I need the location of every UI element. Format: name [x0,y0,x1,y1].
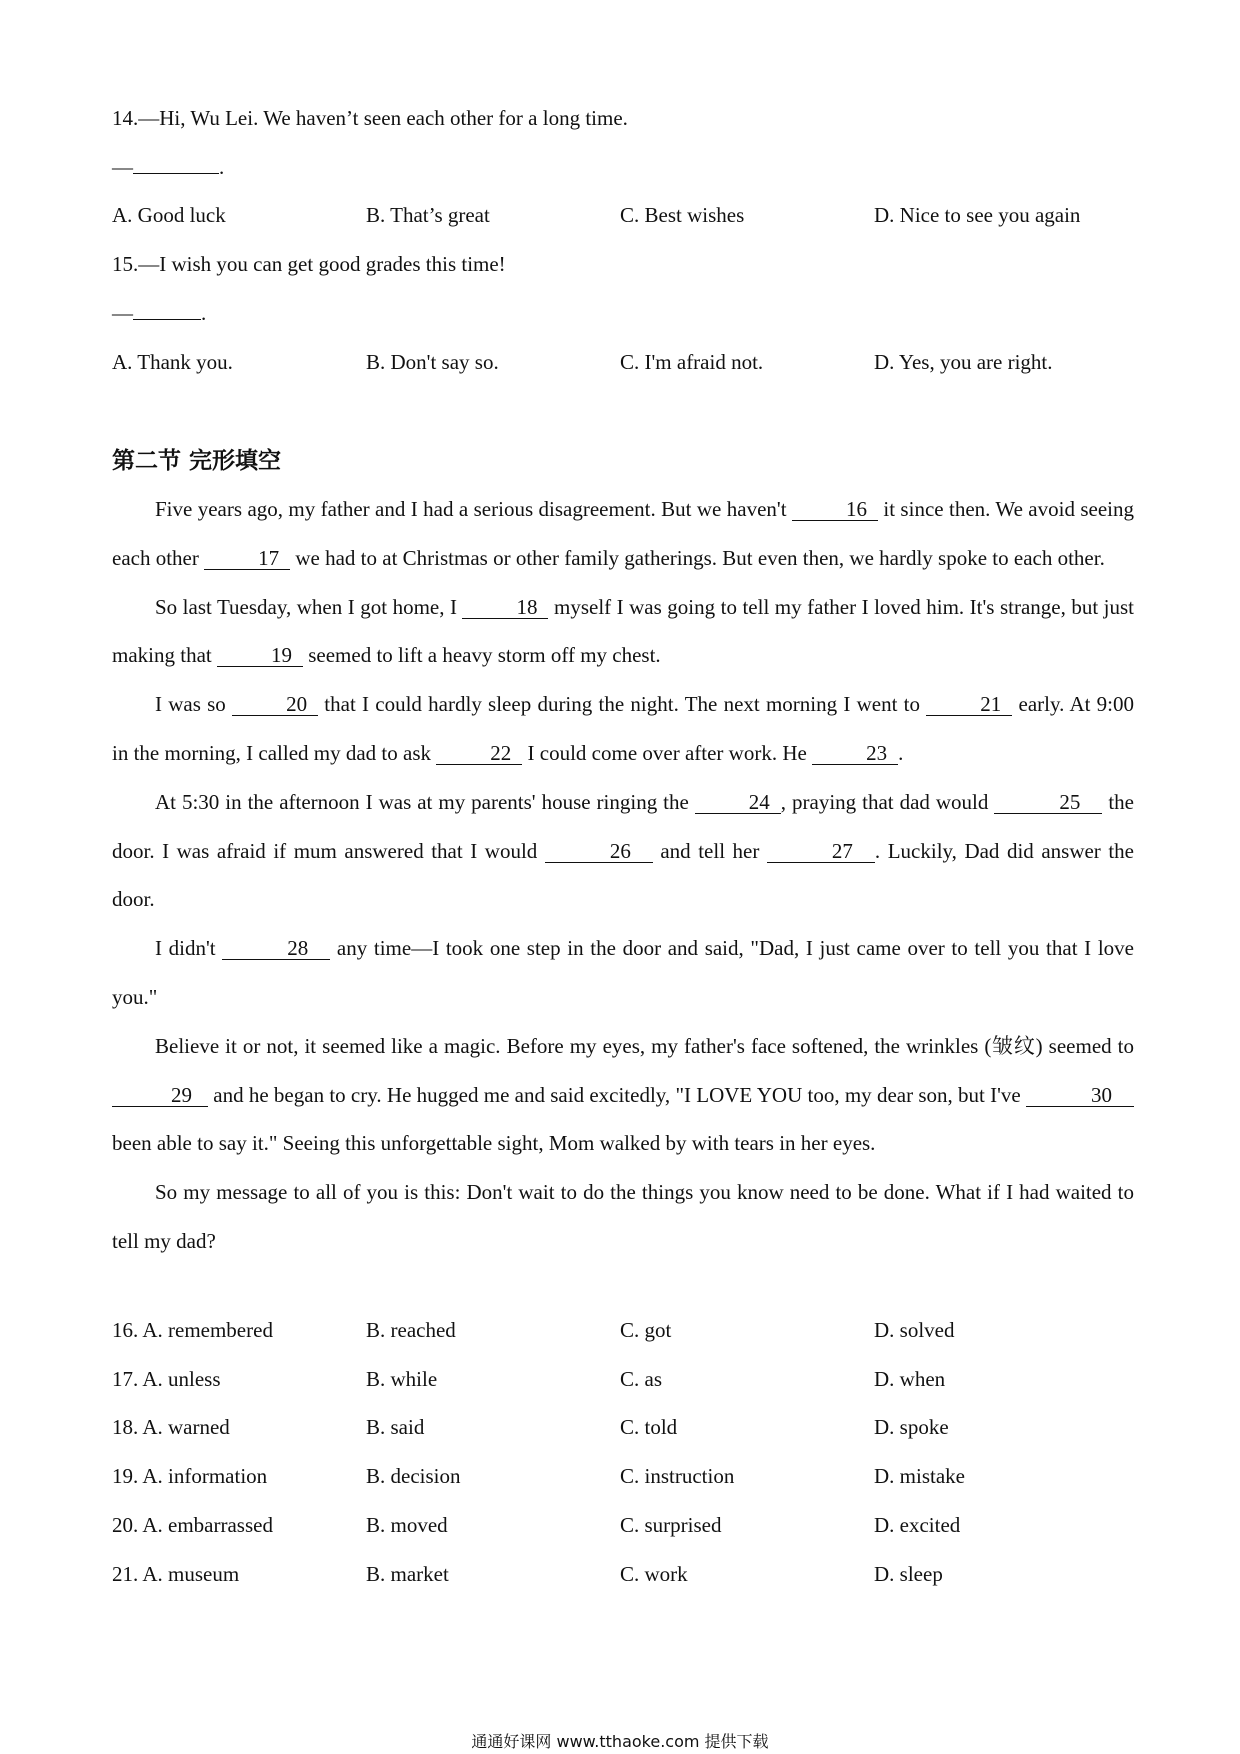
cloze-passage [112,485,1134,1266]
passage-paragraph: At 5:30 in the afternoon I was at my parents' house ringing the 24 , praying that dad would 25 the door. I was afraid if mum answered that I would 26 and tell her 27 . Luckily, Dad did answer the door. [112,789,1135,912]
option-d: D. excited [874,1513,961,1537]
question-14-reply [112,151,1132,183]
option-a: 18. A. warned [112,1415,230,1439]
passage-paragraph: I was so 20 that I could hardly sleep during the night. The next morning I went to 21 early. At 9:00 in the morning, I called my dad to ask 22 I could come over after work. He 23 . [112,692,1135,765]
blank-16: 16 [792,498,878,521]
reply-end: . [201,301,207,325]
option-d: D. when [874,1367,946,1391]
blank-17: 17 [204,547,290,570]
option-d: D. mistake [874,1464,965,1488]
blank-20: 20 [232,693,318,716]
choice-row-17 [112,1363,1132,1395]
option-b: B. said [366,1415,425,1439]
blank-23: 23 [812,742,898,765]
blank-25: 25 [994,791,1102,814]
blank-26: 26 [545,840,653,863]
option-a: 16. A. remembered [112,1318,273,1342]
answer-blank [133,297,201,320]
option-b: B. decision [366,1464,461,1488]
footer-source: 通通好课网 www.tthaoke.com 提供下载 [471,1732,769,1751]
option-a: 21. A. museum [112,1562,240,1586]
option-b: B. moved [366,1513,448,1537]
blank-27: 27 [767,840,875,863]
option-a: 19. A. information [112,1464,268,1488]
option-a: A. Thank you. [112,350,233,374]
option-a: A. Good luck [112,203,226,227]
option-c: C. told [620,1415,678,1439]
option-c: C. surprised [620,1513,722,1537]
option-c: C. Best wishes [620,203,745,227]
blank-19: 19 [217,644,303,667]
option-d: D. solved [874,1318,955,1342]
option-b: B. while [366,1367,438,1391]
blank-29: 29 [112,1084,208,1107]
blank-28: 28 [222,937,330,960]
blank-18: 18 [462,596,548,619]
choice-row-18 [112,1411,1132,1443]
option-b: B. Don't say so. [366,350,499,374]
option-c: C. as [620,1367,662,1391]
reply-dash: — [112,155,133,179]
option-b: B. market [366,1562,449,1586]
option-c: C. work [620,1562,688,1586]
passage-paragraph: I didn't 28 any time—I took one step in the door and said, "Dad, I just came over to tell you that I love you." [112,936,1134,1009]
blank-21: 21 [926,693,1012,716]
passage-paragraph: So my message to all of you is this: Don't wait to do the things you know need to be done. What if I had waited to tell my dad? [112,1180,1134,1253]
question-15-options [112,346,1132,378]
blank-30: 30 [1026,1084,1134,1107]
passage-paragraph: Five years ago, my father and I had a serious disagreement. But we haven't 16 it since then. We avoid seeing each other 17 we had to at Christmas or other family gatherings. But even then, we hardly spoke to each other. [112,497,1135,570]
option-c: C. got [620,1318,672,1342]
option-d: D. Yes, you are right. [874,350,1053,374]
option-a: 20. A. embarrassed [112,1513,273,1537]
section-title: 第二节 完形填空 [112,448,282,474]
question-15-reply [112,297,1132,329]
question-14-prompt: 14.—Hi, Wu Lei. We haven’t seen each other for a long time. [112,106,628,130]
option-a: 17. A. unless [112,1367,221,1391]
passage-paragraph: Believe it or not, it seemed like a magic. Before my eyes, my father's face softened, the wrinkles (皱纹) seemed to 29 and he began to cry. He hugged me and said excitedly, "I LOVE YOU too, my dear son, but I've 30 been able to say it." Seeing this unforgettable sight, Mom walked by with tears in her eyes. [112,1033,1134,1156]
option-c: C. I'm afraid not. [620,350,764,374]
option-c: C. instruction [620,1464,735,1488]
option-d: D. sleep [874,1562,943,1586]
passage-paragraph: So last Tuesday, when I got home, I 18 myself I was going to tell my father I loved him. It's strange, but just making that 19 seemed to lift a heavy storm off my chest. [112,594,1135,668]
choice-row-20 [112,1509,1132,1541]
reply-end: . [219,155,225,179]
option-d: D. Nice to see you again [874,203,1081,227]
option-b: B. reached [366,1318,456,1342]
choice-row-19 [112,1460,1132,1492]
question-14-options [112,199,1132,231]
blank-22: 22 [436,742,522,765]
choice-row-21 [112,1558,1132,1590]
reply-dash: — [112,301,133,325]
blank-24: 24 [695,791,781,814]
option-d: D. spoke [874,1415,949,1439]
answer-blank [133,151,219,174]
choice-row-16 [112,1314,1132,1346]
question-15-prompt: 15.—I wish you can get good grades this time! [112,252,506,276]
option-b: B. That’s great [366,203,490,227]
